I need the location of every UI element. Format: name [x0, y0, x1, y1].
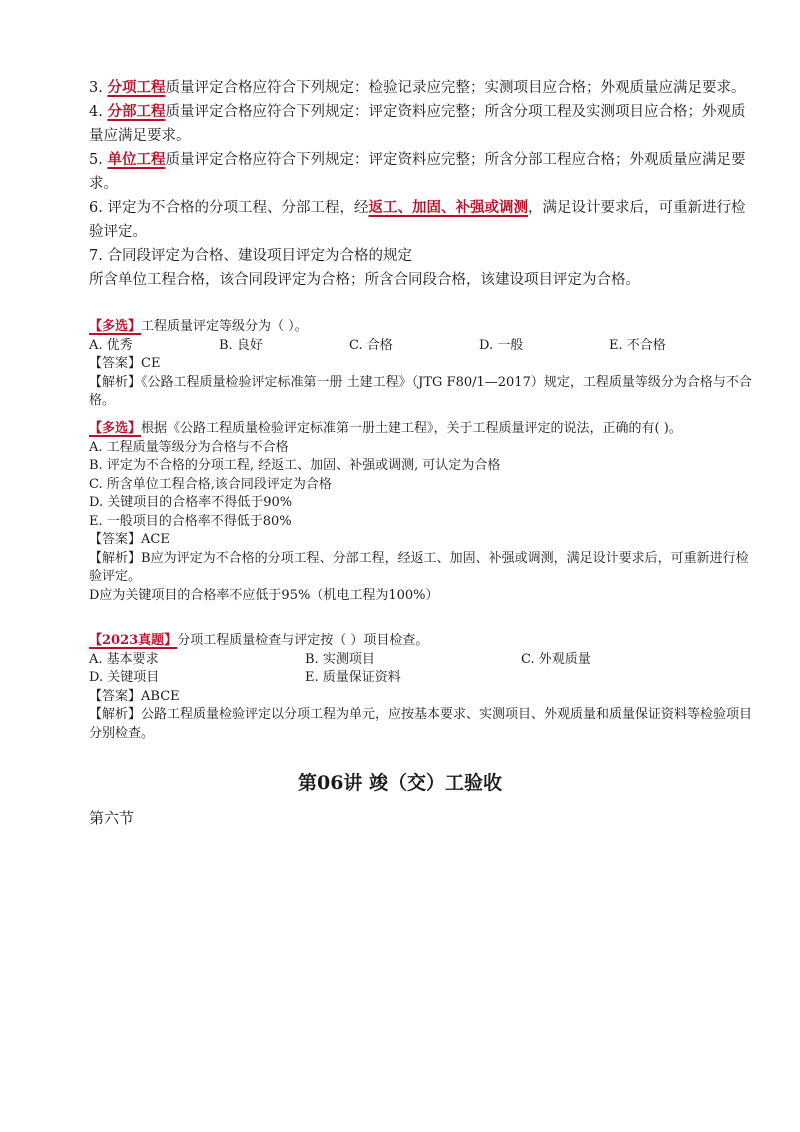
option: B. 评定为不合格的分项工程, 经返工、加固、补强或调测, 可认定为合格 — [89, 458, 501, 473]
question-1-stem-line — [89, 318, 757, 337]
option: C. 外观质量 — [521, 651, 591, 667]
option: E. 一般项目的合格率不得低于80% — [89, 513, 292, 529]
rule-5-keyword: 单位工程 — [107, 151, 166, 168]
rule-5: 5. 单位工程质量评定合格应符合下列规定：评定资料应完整；所含分部工程应合格；外观质量应满足要求。 — [89, 151, 746, 192]
option: D. 关键项目的合格率不得低于90% — [89, 495, 293, 510]
rule-6-keyword: 返工、加固、补强或调测 — [368, 199, 528, 216]
question-3-analysis: 【解析】公路工程质量检验评定以分项工程为单元，应按基本要求、实测项目、外观质量和质量保证资料等检验项目分别检查。 — [89, 707, 753, 741]
question-1-answer: 【答案】CE — [89, 356, 161, 371]
rule-3-keyword: 分项工程 — [107, 79, 166, 96]
option: A. 基本要求 — [89, 651, 159, 667]
question-1-tag: 【多选】 — [89, 319, 142, 334]
option: E. 不合格 — [609, 337, 666, 353]
question-1 — [89, 318, 757, 411]
question-2-analysis: 【解析】B应为评定为不合格的分项工程、分部工程，经返工、加固、补强或调测，满足设计要求后，可重新进行检验评定。 — [89, 550, 749, 584]
question-2-answer: 【答案】ACE — [89, 532, 170, 547]
rule-6-text: ，满足设计要求后，可重新进行检验评定。 — [89, 200, 746, 240]
lecture-heading: 第06讲 竣（交）工验收 — [297, 772, 503, 794]
option: C. 所含单位工程合格,该合同段评定为合格 — [89, 476, 332, 492]
rule-6: 6. 评定为不合格的分项工程、分部工程，经返工、加固、补强或调测，满足设计要求后，可重新进行检验评定。 — [89, 199, 746, 240]
rule-7-detail: 所含单位工程合格，该合同段评定为合格；所含合同段合格，该建设项目评定为合格。 — [89, 272, 640, 288]
question-1-stem: 工程质量评定等级分为（ ）。 — [141, 319, 308, 334]
question-3 — [89, 632, 757, 743]
question-2 — [89, 420, 757, 605]
question-1-options — [89, 337, 757, 356]
question-3-tag: 【2023真题】 — [89, 633, 178, 648]
rule-4-text: 质量评定合格应符合下列规定：评定资料应完整；所含分项工程及实测项目应合格；外观质量应满足要求。 — [89, 104, 746, 144]
rule-4-keyword: 分部工程 — [107, 103, 166, 120]
option: E. 质量保证资料 — [305, 670, 401, 685]
question-3-stem: 分项工程质量检查与评定按（ ）项目检查。 — [177, 633, 429, 648]
option: A. 优秀 — [89, 337, 133, 353]
question-2-stem: 根据《公路工程质量检验评定标准第一册土建工程》，关于工程质量评定的说法，正确的有( )。 — [141, 421, 682, 436]
question-1-analysis: 【解析】《公路工程质量检验评定标准第一册 土建工程》（JTG F80/1—2017）规定，工程质量等级分为合格与不合格。 — [89, 374, 752, 408]
rule-3: 3. 分项工程质量评定合格应符合下列规定：检验记录应完整；实测项目应合格；外观质量应满足要求。 — [89, 79, 746, 96]
option: D. 一般 — [479, 337, 524, 353]
question-2-tag: 【多选】 — [89, 421, 142, 436]
rule-4: 4. 分部工程质量评定合格应符合下列规定：评定资料应完整；所含分项工程及实测项目应合格；外观质量应满足要求。 — [89, 103, 746, 144]
rules-block — [89, 76, 757, 292]
section-label: 第六节 — [89, 809, 135, 827]
option: B. 实测项目 — [305, 651, 375, 667]
rule-7: 7. 合同段评定为合格、建设项目评定为合格的规定 — [89, 248, 412, 264]
question-2-stem-line — [89, 420, 757, 439]
question-3-options-row-2 — [89, 669, 757, 688]
question-3-options-row-1 — [89, 651, 757, 670]
option: B. 良好 — [219, 337, 263, 353]
rule-7-text: 合同段评定为合格、建设项目评定为合格的规定 — [107, 248, 412, 264]
rule-6-pre: 评定为不合格的分项工程、分部工程，经 — [107, 200, 369, 216]
option: A. 工程质量等级分为合格与不合格 — [89, 439, 289, 455]
question-3-answer: 【答案】ABCE — [89, 688, 180, 704]
question-2-analysis-2: D应为关键项目的合格率不应低于95%（机电工程为100%） — [89, 587, 439, 603]
question-3-stem-line — [89, 632, 757, 651]
option: C. 合格 — [349, 337, 393, 353]
rule-5-text: 质量评定合格应符合下列规定：评定资料应完整；所含分部工程应合格；外观质量应满足要求。 — [89, 152, 746, 192]
rule-3-text: 质量评定合格应符合下列规定：检验记录应完整；实测项目应合格；外观质量应满足要求。 — [165, 80, 746, 96]
option: D. 关键项目 — [89, 670, 160, 685]
